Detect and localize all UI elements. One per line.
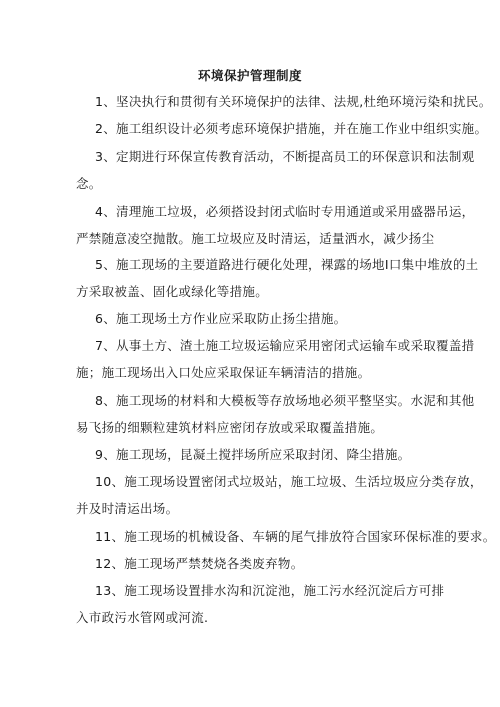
clause-4-line-2: 严禁随意凌空抛散。施工垃圾应及时清运，适量洒水，减少扬尘 bbox=[76, 231, 435, 246]
clause-11-line-1: 11、施工现场的机械设备、车辆的尾气排放符合国家环保标准的要求。 bbox=[95, 529, 496, 544]
clause-13-line-1: 13、施工现场设置排水沟和沉淀池，施工污水经沉淀后方可排 bbox=[95, 583, 445, 598]
clause-13-line-2: 入市政污水管网或河流. bbox=[76, 610, 209, 625]
clause-6-line-1: 6、施工现场土方作业应采取防止扬尘措施。 bbox=[95, 311, 347, 326]
clause-2-line-1: 2、施工组织设计必须考虑环境保护措施，并在施工作业中组织实施。 bbox=[95, 121, 488, 136]
clause-8-line-2: 易飞扬的细颗粒建筑材料应密闭存放或采取覆盖措施。 bbox=[76, 420, 384, 435]
clause-5-line-1: 5、施工现场的主要道路进行硬化处理，裸露的场地I口集中堆放的土 bbox=[95, 257, 479, 272]
clause-9-line-1: 9、施工现场，昆凝土搅拌场所应采取封闭、降尘措施。 bbox=[95, 447, 411, 462]
clause-1-line-1: 1、坚决执行和贯彻有关环境保护的法律、法规,杜绝环境污染和扰民。 bbox=[95, 94, 492, 109]
clause-7-line-1: 7、从事土方、渣土施工垃圾运输应采用密闭式运输车或采取覆盖措 bbox=[95, 338, 475, 353]
clause-3-line-2: 念。 bbox=[76, 176, 102, 191]
clause-8-line-1: 8、施工现场的材料和大模板等存放场地必须平整坚实。水泥和其他 bbox=[95, 393, 475, 408]
clause-3-line-1: 3、定期进行环保宣传教育活动，不断提高员工的环保意识和法制观 bbox=[95, 149, 475, 164]
clause-5-line-2: 方采取被盖、固化或绿化等措施。 bbox=[76, 284, 269, 299]
clause-4-line-1: 4、清理施工垃圾，必须搭设封闭式临时专用通道或采用盛器吊运， bbox=[95, 204, 475, 219]
clause-10-line-2: 并及时清运出场。 bbox=[76, 501, 179, 516]
clause-10-line-1: 10、施工现场设置密闭式垃圾站，施工垃圾、生活垃圾应分类存放， bbox=[95, 474, 483, 489]
document-title: 环境保护管理制度 bbox=[197, 68, 302, 83]
clause-7-line-2: 施；施工现场出入口处应采取保证车辆清洁的措施。 bbox=[76, 365, 371, 380]
clause-12-line-1: 12、施工现场严禁焚烧各类废弃物。 bbox=[95, 556, 304, 571]
